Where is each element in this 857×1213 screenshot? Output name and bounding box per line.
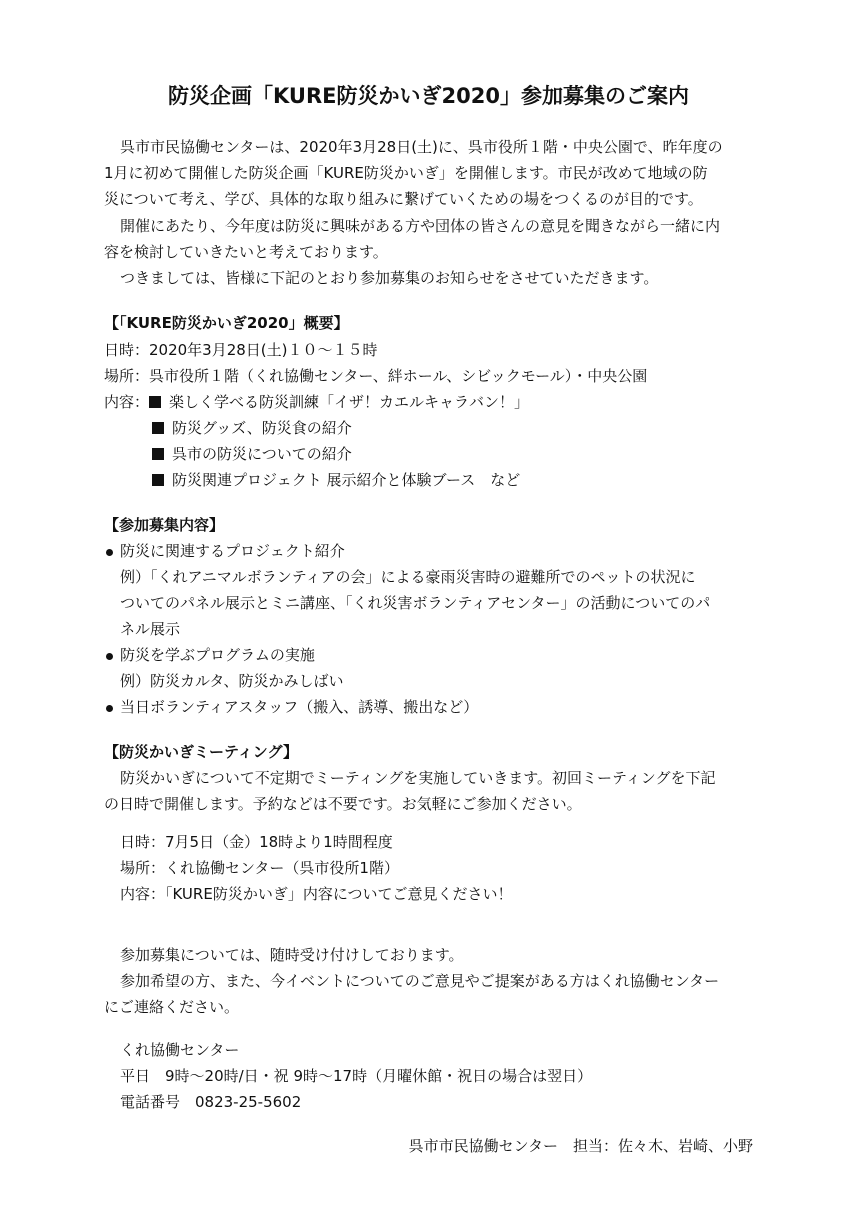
meeting-place: 場所：くれ協働センター（呉市役所1階） bbox=[120, 859, 399, 877]
intro-line: 災について考え、学び、具体的な取り組みに繋げていくための場をつくるのが目的です。 bbox=[104, 190, 703, 208]
square-bullet-icon bbox=[149, 396, 161, 408]
overview-item-row bbox=[152, 444, 352, 464]
overview-date: 日時：2020年3月28日(土)１０～１５時 bbox=[104, 341, 378, 359]
meeting-date: 日時：7月5日（金）18時より1時間程度 bbox=[120, 833, 393, 851]
overview-place: 場所：呉市役所１階（くれ協働センター、絆ホール、シビックモール）・中央公園 bbox=[104, 367, 648, 385]
meeting-heading: 【防災かいぎミーティング】 bbox=[104, 743, 298, 761]
square-bullet-icon bbox=[152, 474, 164, 486]
intro-line: 1月に初めて開催した防災企画「KURE防災かいぎ」を開催します。市民が改めて地域の防 bbox=[104, 164, 708, 182]
overview-item: 楽しく学べる防災訓練「イザ！カエルキャラバン！」 bbox=[169, 393, 530, 411]
overview-item: 防災グッズ、防災食の紹介 bbox=[172, 419, 352, 437]
square-bullet-icon bbox=[152, 422, 164, 434]
meeting-desc-line: の日時で開催します。予約などは不要です。お気軽にご参加ください。 bbox=[104, 795, 582, 813]
intro-line: 開催にあたり、今年度は防災に興味がある方や団体の皆さんの意見を聞きながら一緒に内 bbox=[120, 217, 721, 235]
recruit-example-line: 例）防災カルタ、防災かみしばい bbox=[120, 672, 344, 690]
recruit-item: 当日ボランティアスタッフ（搬入、誘導、搬出など） bbox=[120, 698, 479, 716]
overview-item: 防災関連プロジェクト 展示紹介と体験ブース など bbox=[172, 471, 521, 489]
closing-line: にご連絡ください。 bbox=[104, 998, 240, 1016]
closing-line: 参加希望の方、また、今イベントについてのご意見やご提案がある方はくれ協働センター bbox=[120, 972, 720, 990]
bullet-icon bbox=[106, 653, 113, 660]
closing-line: 参加募集については、随時受け付けしております。 bbox=[120, 946, 464, 964]
contact-phone: 電話番号 0823-25-5602 bbox=[120, 1093, 302, 1111]
intro-line: 呉市市民協働センターは、2020年3月28日(土)に、呉市役所１階・中央公園で、昨年度の bbox=[120, 138, 723, 156]
meeting-desc-line: 防災かいぎについて不定期でミーティングを実施していきます。初回ミーティングを下記 bbox=[120, 769, 716, 787]
square-bullet-icon bbox=[152, 448, 164, 460]
intro-line: つきましては、皆様に下記のとおり参加募集のお知らせをさせていただきます。 bbox=[120, 269, 659, 287]
contact-hours: 平日 9時～20時/日・祝 9時～17時（月曜休館・祝日の場合は翌日） bbox=[120, 1067, 593, 1085]
overview-item: 呉市の防災についての紹介 bbox=[172, 445, 352, 463]
intro-line: 容を検討していきたいと考えております。 bbox=[104, 243, 388, 261]
recruit-example-line: ネル展示 bbox=[120, 620, 181, 638]
recruit-item: 防災に関連するプロジェクト紹介 bbox=[120, 542, 345, 560]
overview-content-label: 内容： bbox=[104, 393, 150, 411]
overview-item-row bbox=[152, 470, 520, 490]
recruit-example-line: ついてのパネル展示とミニ講座、「くれ災害ボランティアセンター」の活動についてのパ bbox=[120, 594, 711, 612]
overview-content bbox=[104, 392, 529, 412]
overview-item-row bbox=[152, 418, 352, 438]
meeting-content: 内容：「KURE防災かいぎ」内容についてご意見ください！ bbox=[120, 885, 513, 903]
page-title: 防災企画「KURE防災かいぎ2020」参加募集のご案内 bbox=[168, 84, 689, 108]
overview-heading: 【「KURE防災かいぎ2020」概要】 bbox=[104, 314, 349, 332]
recruit-item: 防災を学ぶプログラムの実施 bbox=[120, 646, 315, 664]
bullet-icon bbox=[106, 705, 113, 712]
contact-name: くれ協働センター bbox=[120, 1041, 240, 1059]
recruit-heading: 【参加募集内容】 bbox=[104, 516, 225, 534]
recruit-example-line: 例）「くれアニマルボランティアの会」による豪雨災害時の避難所でのペットの状況に bbox=[120, 568, 696, 586]
signature: 呉市市民協働センター 担当：佐々木、岩崎、小野 bbox=[408, 1137, 753, 1155]
bullet-icon bbox=[106, 549, 113, 556]
